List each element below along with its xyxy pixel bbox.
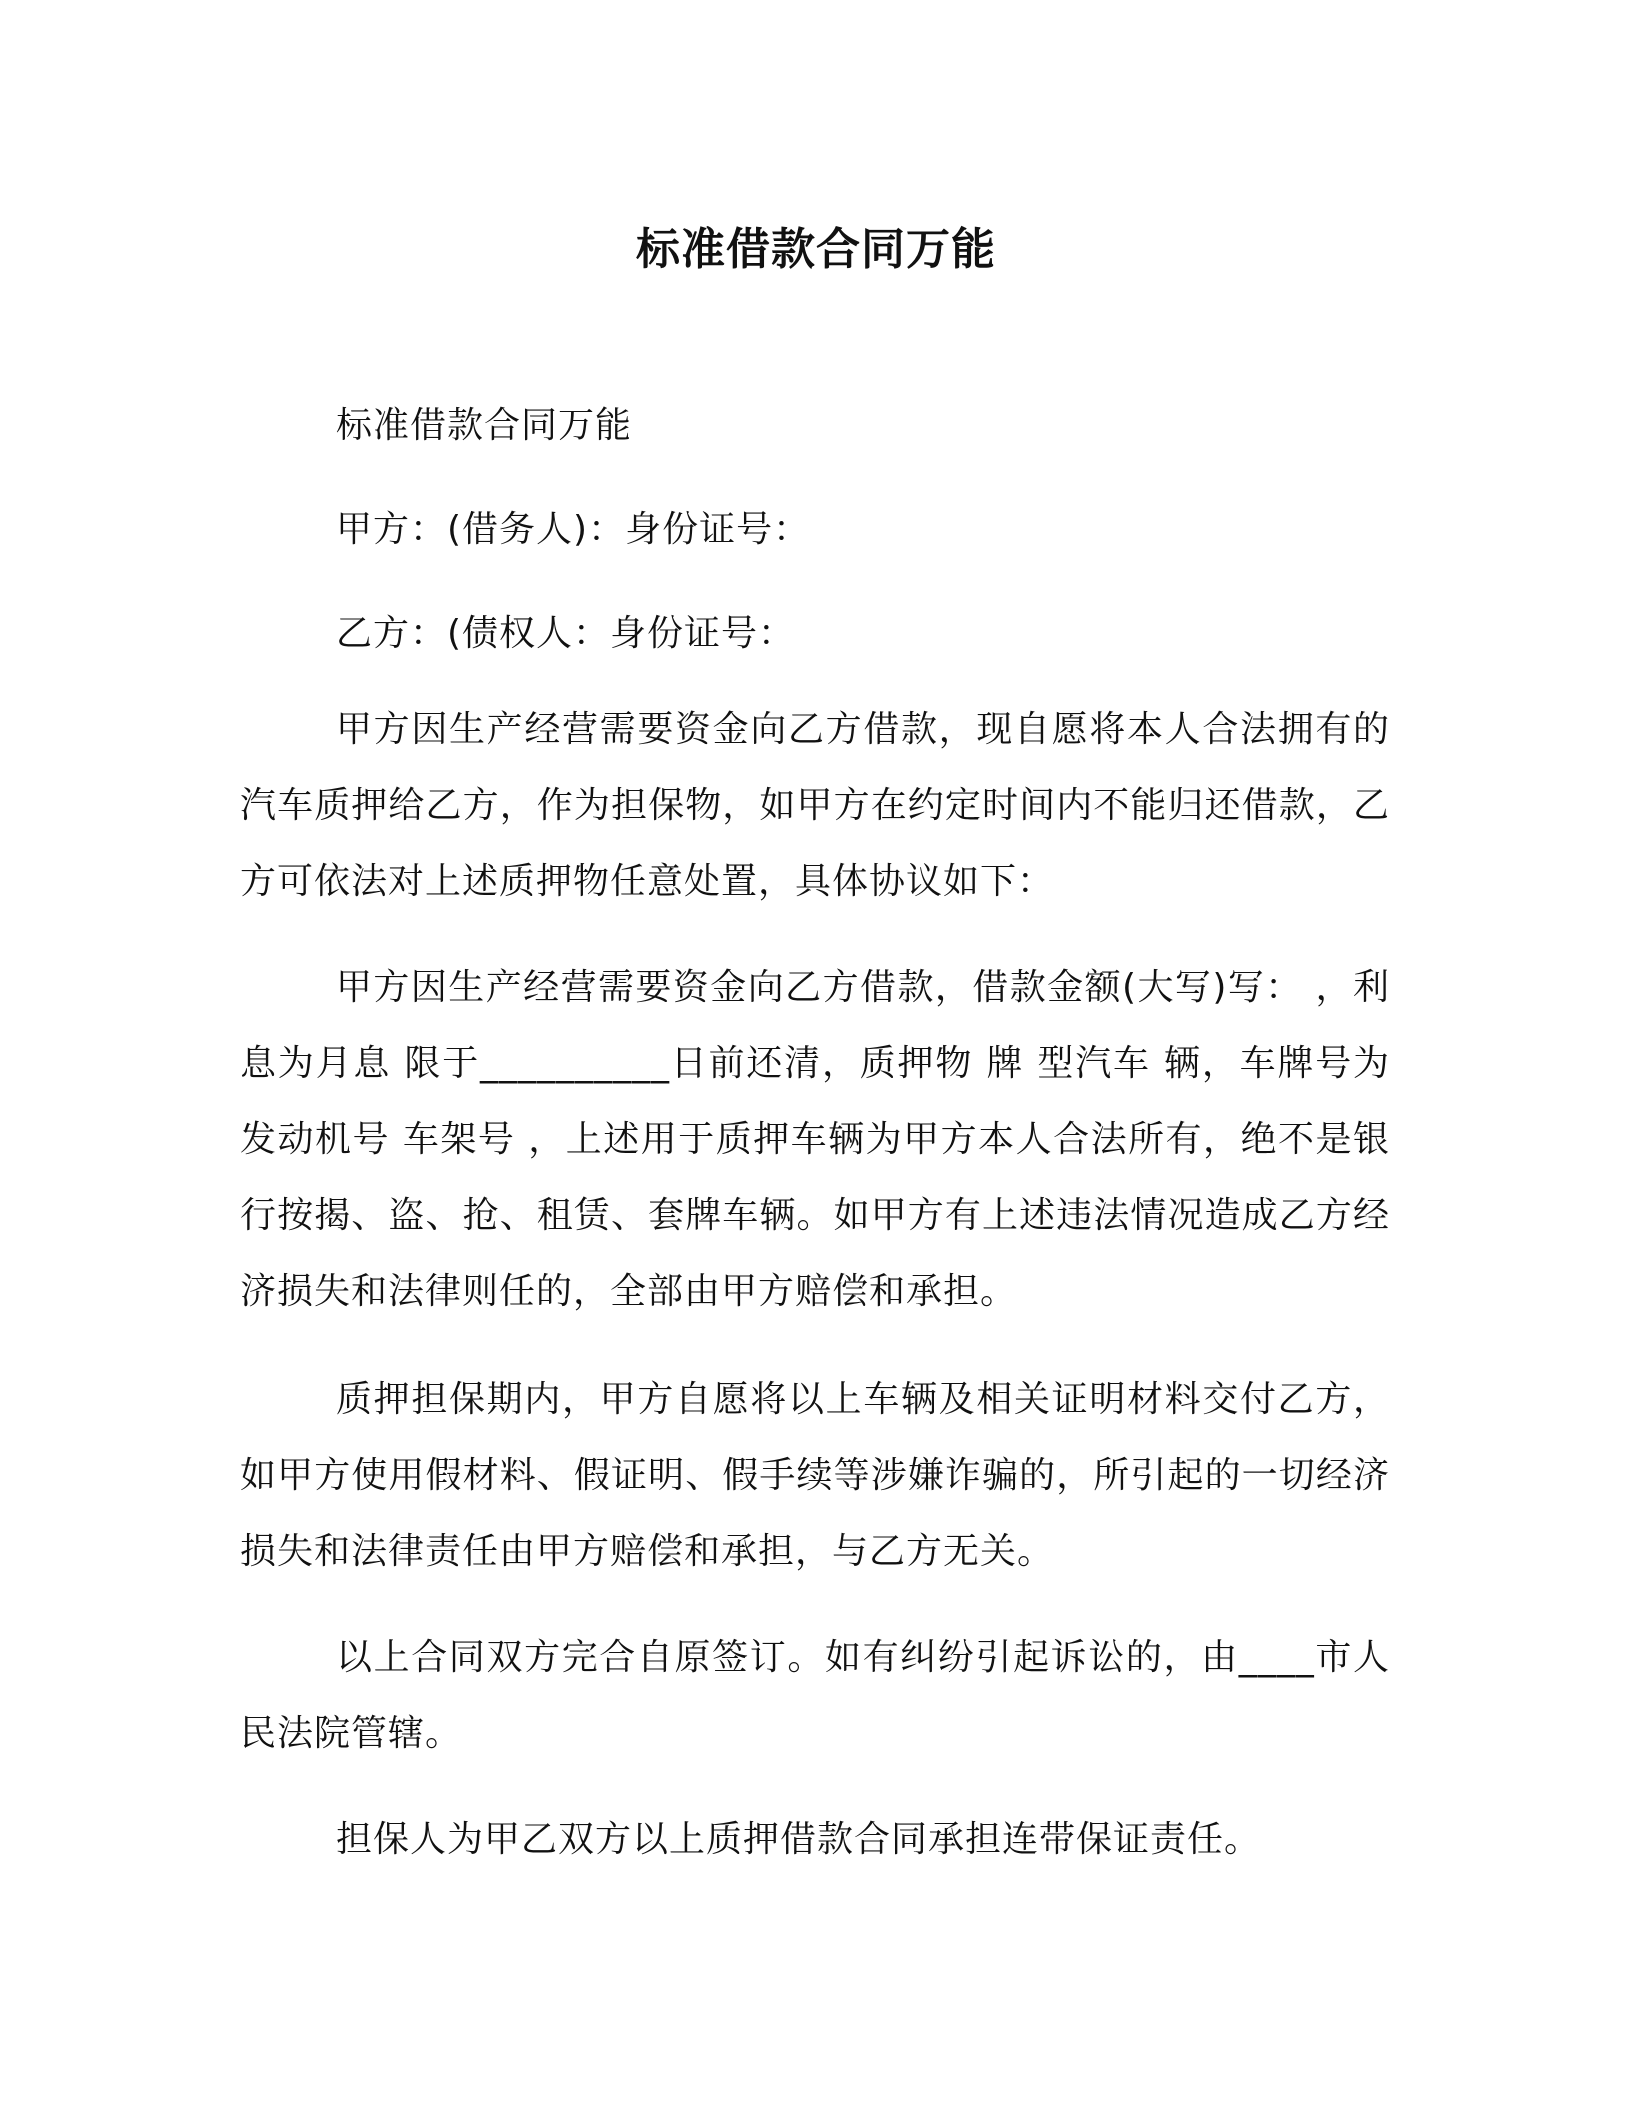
paragraph-loan-terms: 甲方因生产经营需要资金向乙方借款，借款金额(大写)写： ，利息为月息 限于__________日前还清，质押物 牌 型汽车 辆，车牌号为 发动机号 车架号 ，上述用于质押车辆为甲方本人合法所有，绝不是银行按揭、盗、抢、租赁、套牌车辆。如甲方有上述违法情况造成乙方经济损失和法律则任的，全部由甲方赔偿和承担。: [240, 967, 1390, 1312]
paragraph-pledge-intro: 甲方因生产经营需要资金向乙方借款，现自愿将本人合法拥有的汽车质押给乙方，作为担保物，如甲方在约定时间内不能归还借款，乙方可依法对上述质押物任意处置，具体协议如下：: [240, 709, 1390, 902]
paragraph-jurisdiction: 以上合同双方完合自原签订。如有纠纷引起诉讼的，由____市人民法院管辖。: [240, 1637, 1390, 1754]
document-title: 标准借款合同万能: [636, 224, 996, 275]
paragraph-pledge-period: 质押担保期内，甲方自愿将以上车辆及相关证明材料交付乙方，如甲方使用假材料、假证明、假手续等涉嫌诈骗的，所引起的一切经济损失和法律责任由甲方赔偿和承担，与乙方无关。: [240, 1379, 1390, 1572]
party-b-line: 乙方：(债权人：身份证号：: [336, 613, 796, 654]
paragraph-guarantor: 担保人为甲乙双方以上质押借款合同承担连带保证责任。: [336, 1819, 1262, 1860]
document-subtitle: 标准借款合同万能: [336, 405, 633, 446]
party-a-line: 甲方：(借务人)：身份证号：: [336, 509, 811, 550]
